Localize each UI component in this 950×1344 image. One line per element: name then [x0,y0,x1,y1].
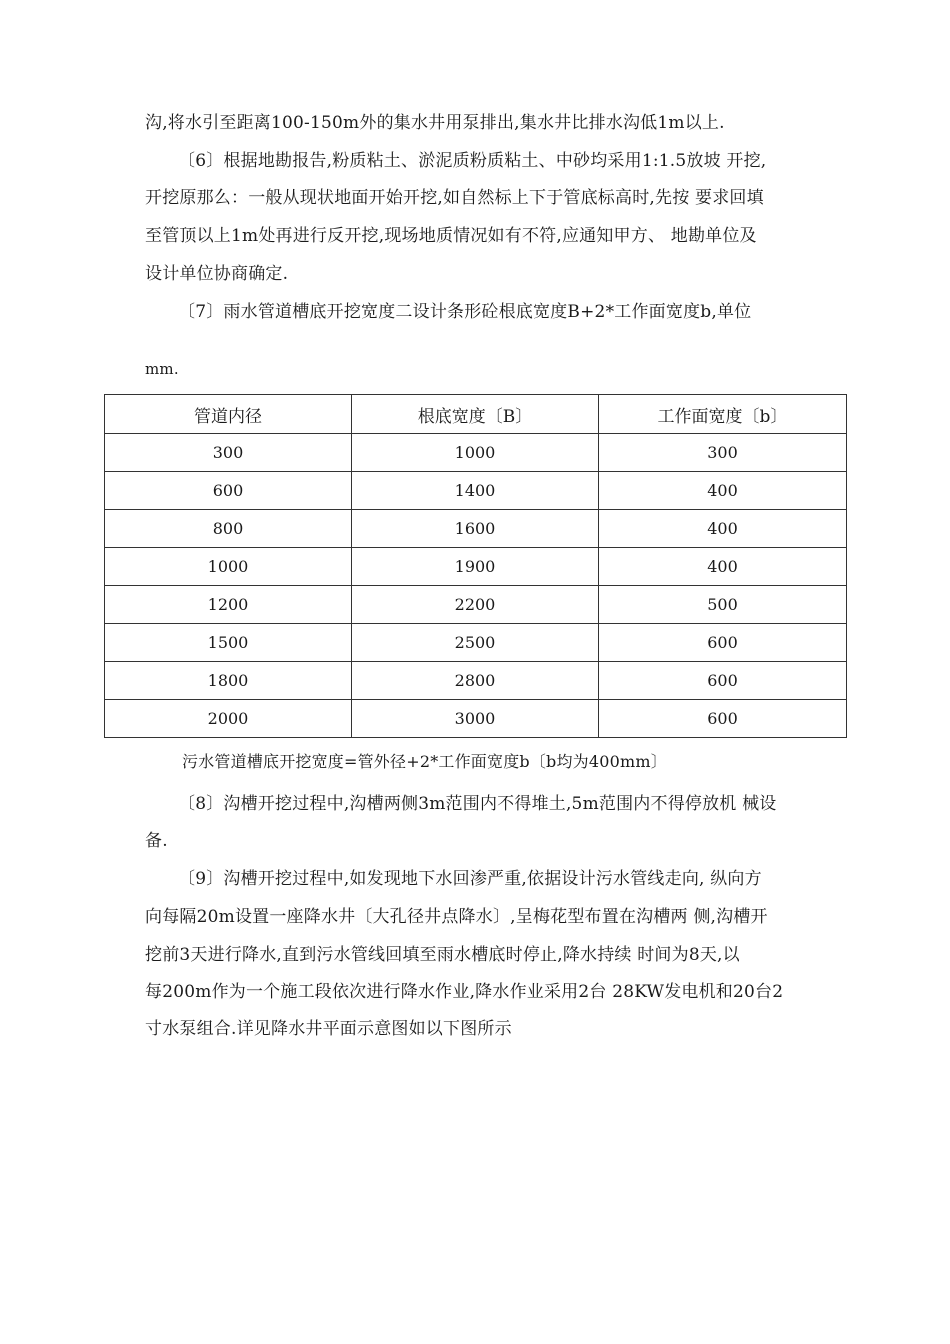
paragraph-line: 备. [145,831,168,851]
paragraph-line: 〔8〕沟槽开挖过程中,沟槽两侧3m范围内不得堆土,5m范围内不得停放机 械设 [178,794,777,814]
table-cell: 2500 [352,624,599,662]
paragraph-line: 每200m作为一个施工段依次进行降水作业,降水作业采用2台 28KW发电机和20台2 [145,982,784,1002]
paragraph-line: 开挖原那么：一般从现状地面开始开挖,如自然标上下于管底标高时,先按 要求回填 [145,188,764,208]
paragraph-line: 向每隔20m设置一座降水井〔大孔径井点降水〕,呈梅花型布置在沟槽两 侧,沟槽开 [145,907,768,927]
table-row [105,548,847,586]
table-cell: 1000 [105,548,352,586]
table-row [105,624,847,662]
table-cell: 1200 [105,586,352,624]
column-header-pipe-diameter: 管道内径 [105,395,352,434]
table-cell: 600 [599,624,847,662]
table-cell: 400 [599,510,847,548]
table-cell: 600 [599,662,847,700]
table-cell: 3000 [352,700,599,738]
table-cell: 2000 [105,700,352,738]
column-header-work-width: 工作面宽度〔b〕 [599,395,847,434]
table-cell: 1400 [352,472,599,510]
table-row [105,662,847,700]
paragraph-line: 污水管道槽底开挖宽度=管外径+2*工作面宽度b〔b均为400mm〕 [182,752,667,771]
table-cell: 2800 [352,662,599,700]
paragraph-line: 沟,将水引至距离100-150m外的集水井用泵排出,集水井比排水沟低1m以上. [145,113,725,133]
paragraph-line: 〔6〕根据地勘报告,粉质粘土、淤泥质粉质粘土、中砂均采用1:1.5放坡 开挖, [178,151,767,171]
table-cell: 1800 [105,662,352,700]
table-header-row [105,395,847,434]
paragraph-line: 设计单位协商确定. [145,264,289,284]
table-row [105,700,847,738]
table-cell: 300 [105,434,352,472]
paragraph-line: 〔7〕雨水管道槽底开挖宽度二设计条形砼根底宽度B+2*工作面宽度b,单位 [178,302,752,322]
table-cell: 500 [599,586,847,624]
table-row [105,472,847,510]
table-cell: 800 [105,510,352,548]
table-cell: 2200 [352,586,599,624]
table-cell: 400 [599,548,847,586]
paragraph-line: mm. [145,360,179,378]
paragraph-line: 挖前3天进行降水,直到污水管线回填至雨水槽底时停止,降水持续 时间为8天,以 [145,945,740,965]
table-cell: 600 [599,700,847,738]
paragraph-line: 寸水泵组合.详见降水井平面示意图如以下图所示 [145,1019,512,1039]
table-cell: 1500 [105,624,352,662]
table-cell: 300 [599,434,847,472]
table-cell: 400 [599,472,847,510]
trench-width-table [104,394,846,738]
table-row [105,586,847,624]
paragraph-line: 至管顶以上1m处再进行反开挖,现场地质情况如有不符,应通知甲方、 地勘单位及 [145,226,757,246]
table-row [105,434,847,472]
column-header-base-width: 根底宽度〔B〕 [352,395,599,434]
paragraph-line: 〔9〕沟槽开挖过程中,如发现地下水回渗严重,依据设计污水管线走向, 纵向方 [178,869,762,889]
table-cell: 600 [105,472,352,510]
table-cell: 1900 [352,548,599,586]
table-row [105,510,847,548]
table-cell: 1000 [352,434,599,472]
table-cell: 1600 [352,510,599,548]
